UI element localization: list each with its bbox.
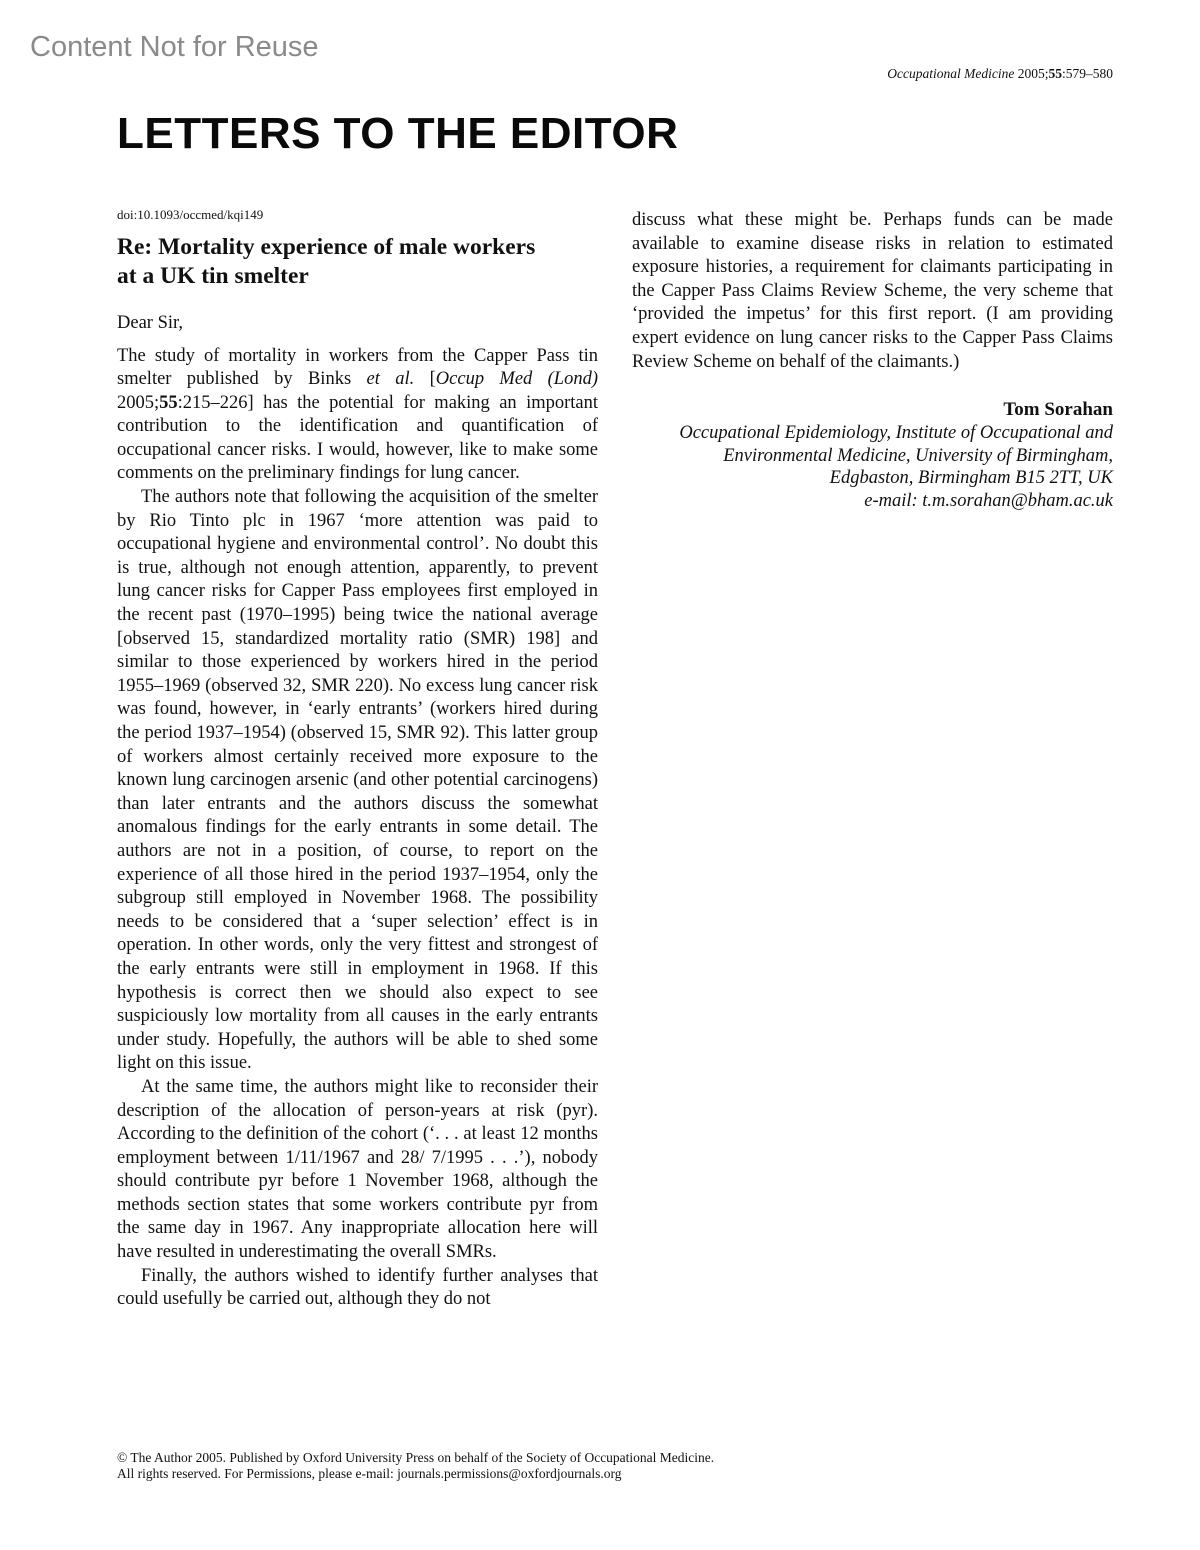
letter-title-line-1: Re: Mortality experience of male workers	[117, 234, 536, 260]
section-title: LETTERS TO THE EDITOR	[117, 109, 679, 158]
left-column	[117, 207, 598, 1312]
cited-journal: Occup Med (Lond)	[435, 369, 599, 390]
paragraph-1-text-b: [	[414, 369, 436, 390]
letter-title	[117, 233, 598, 290]
signature-block	[632, 398, 1113, 512]
affiliation-line-2: Environmental Medicine, University of Birmingham,	[723, 445, 1113, 466]
affiliation-line-1: Occupational Epidemiology, Institute of Occupational and	[679, 423, 1113, 444]
paragraph-1	[117, 345, 598, 487]
paragraph-4-continued: discuss what these might be. Perhaps funds can be made available to examine disease risks in relation to estimated exposure histories, a requirement for claimants participating in the Capper Pass Claims Review Scheme, the very scheme that ‘provided the impetus’ for this first report. (I am providing expert evidence on lung cancer risks to the Capper Pass Claims Review Scheme on behalf of the claimants.)	[632, 210, 1113, 372]
paragraph-4: Finally, the authors wished to identify further analyses that could usefully be carried out, although they do not	[117, 1265, 598, 1310]
author-email: e-mail: t.m.sorahan@bham.ac.uk	[864, 490, 1113, 511]
journal-year: 2005;	[1017, 66, 1049, 81]
journal-pages: :579–580	[1061, 66, 1113, 81]
salutation: Dear Sir,	[117, 313, 184, 333]
content-not-for-reuse-watermark: Content Not for Reuse	[30, 31, 319, 63]
paragraph-2: The authors note that following the acquisition of the smelter by Rio Tinto plc in 1967 ‘more attention was paid to occupational hygiene and environmental control’. No doubt this is true, although not enough attention, apparently, to prevent lung cancer risks for Capper Pass employees first employed in the recent past (1970–1995) being twice the national average [observed 15, standardized mortality ratio (SMR) 198] and similar to those experienced by workers hired in the period 1955–1969 (observed 32, SMR 220). No excess lung cancer risk was found, however, in ‘early entrants’ (workers hired during the period 1937–1954) (observed 15, SMR 92). This latter group of workers almost certainly received more exposure to the known lung carcinogen arsenic (and other potential carcinogens) than later entrants and the authors discuss the somewhat anomalous findings for the early entrants in some detail. The authors are not in a position, of course, to report on the experience of all those hired in the period 1937–1954, only the subgroup still employed in November 1968. The possibility needs to be considered that a ‘super selection’ effect is in operation. In other words, only the very fittest and strongest of the early entrants were still in employment in 1968. If this hypothesis is correct then we should also expect to see suspiciously low mortality from all causes in the early entrants under study. Hopefully, the authors will be able to shed some light on this issue.	[117, 487, 598, 1074]
paragraph-1-text-a: The study of mortality in workers from the Capper Pass tin smelter published by Binks	[117, 345, 598, 390]
copyright-line-1: © The Author 2005. Published by Oxford University Press on behalf of the Society of Occupational Medicine.	[117, 1450, 715, 1465]
paragraph-1-text-c: 2005;	[117, 392, 160, 413]
paragraph-3: At the same time, the authors might like to reconsider their description of the allocation of person-years at risk (pyr). According to the definition of the cohort (‘. . . at least 12 months employment between 1/11/1967 and 28/ 7/1995 . . .’), nobody should contribute pyr before 1 November 1968, although the methods section states that some workers contribute pyr from the same day in 1967. Any inappropriate allocation here will have resulted in underestimating the overall SMRs.	[117, 1076, 598, 1263]
paragraph-1-text-d: :215–226] has the potential for making an important contribution to the identification and quantification of occupational cancer risks. I would, however, like to make some comments on the preliminary findings for lung cancer.	[117, 392, 598, 484]
journal-volume: 55	[1048, 66, 1062, 81]
copyright-line-2: All rights reserved. For Permissions, please e-mail: journals.permissions@oxfordjournals.org	[117, 1465, 622, 1481]
affiliation-line-3: Edgbaston, Birmingham B15 2TT, UK	[829, 468, 1113, 489]
et-al: et al.	[366, 369, 415, 390]
journal-citation	[887, 66, 1113, 82]
doi: doi:10.1093/occmed/kqi149	[117, 207, 264, 222]
author-name: Tom Sorahan	[1003, 399, 1113, 421]
cited-volume: 55	[159, 392, 178, 413]
copyright-footer	[117, 1450, 1117, 1481]
right-column	[632, 207, 1113, 512]
journal-name: Occupational Medicine	[887, 66, 1015, 81]
letter-title-line-2: at a UK tin smelter	[117, 262, 309, 289]
